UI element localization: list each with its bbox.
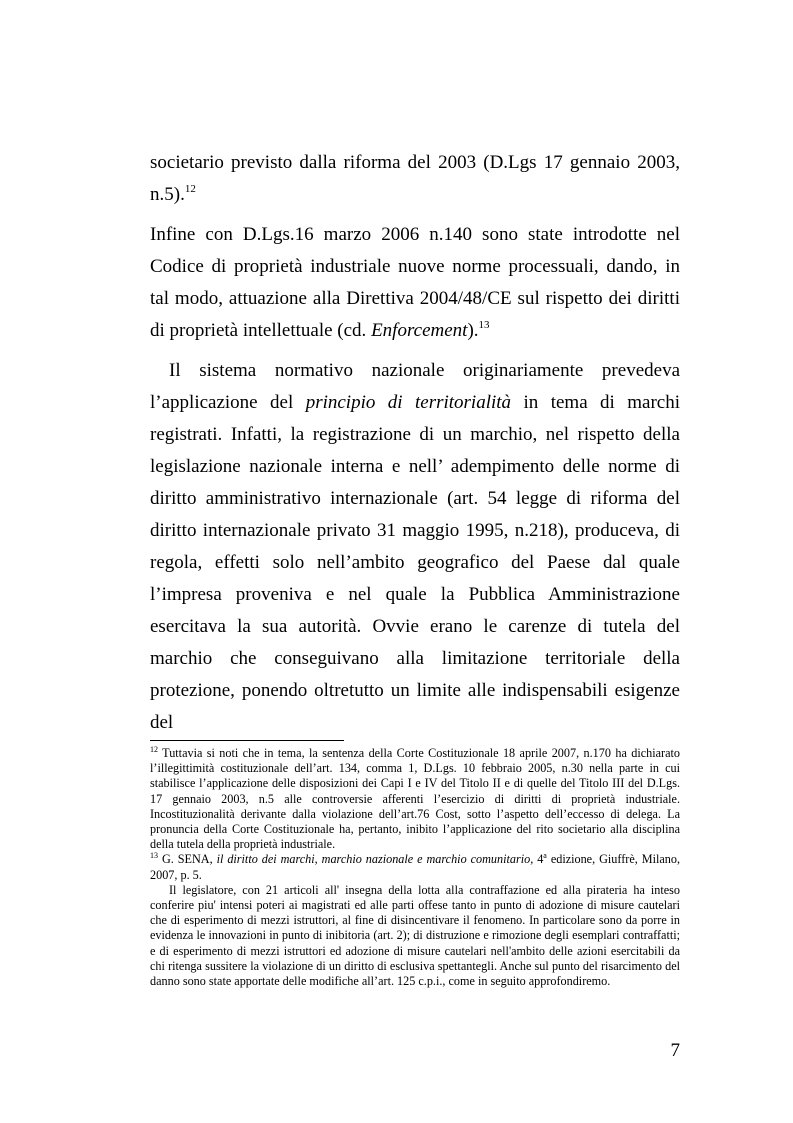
paragraph-2-text: Infine con D.Lgs.16 marzo 2006 n.140 sono state introdotte nel Codice di proprietà industriale nuove norme processuali, dando, in tal modo, attuazione alla Direttiva 2004/48/CE sul rispetto dei diritti di proprietà intellettuale (cd. [150,224,680,341]
paragraph-3-text: Il sistema normativo nazionale originariamente prevedeva l’applicazione del [150,360,680,413]
paragraph-2 [150,219,680,347]
footnotes [150,746,680,989]
paragraph-3-text-end: in tema di marchi registrati. Infatti, la registrazione di un marchio, nel rispetto della legislazione nazionale interna e nell’ adempimento delle norme di diritto amministrativo internazionale (art. 54 legge di riforma del diritto internazionale privato 31 maggio 1995, n.218), produceva, di regola, effetti solo nell’ambito geografico del Paese dal quale l’impresa proveniva e nel quale la Pubblica Amministrazione esercitava la sua autorità. Ovvie erano le carenze di tutela del marchio che conseguivano alla limitazione territoriale della protezione, ponendo oltretutto un limite alle indispensabili esigenze del [150,392,681,733]
footnote-13-number: 13 [150,851,158,861]
footnote-12 [150,746,680,852]
paragraph-1 [150,147,680,211]
footnote-ref-13[interactable]: 13 [478,319,490,331]
footnote-ref-12[interactable]: 12 [184,183,196,195]
footnote-separator [150,740,344,741]
footnote-13-edition: 4 [533,852,544,867]
footnote-12-text: Tuttavia si noti che in tema, la sentenza della Corte Costituzionale 18 aprile 2007, n.170 ha dichiarato l’illegittimità costituzionale dell’art. 134, comma 1, D.Lgs. 10 febbraio 2005, n.30 nella parte in cui stabilisce l’applicazione delle disposizioni dei Capi I e IV del Titolo II e di quelle del Titolo III del D.Lgs. 17 gennaio 2003, n.5 alle controversie afferenti l’esercizio di diritti di proprietà industriale. Incostituzionalità derivante dalla violazione dell’art.76 Cost, sotto l’aspetto dell’eccesso di delega. La pronuncia della Corte Costituzionale ha, pertanto, inibito l’applicazione del rito societario alla disciplina della tutela della proprietà industriale. [150,746,680,852]
footnote-13-author: G. SENA, [158,852,217,867]
footnote-13-continued: Il legislatore, con 21 articoli all' insegna della lotta alla contraffazione ed alla pirateria ha inteso conferire piu' intensi poteri ai magistrati ed alle parti offese tanto in punto di adozione di misure cautelari che di esperimento di mezzi istruttori, al fine di disincentivare il fenomeno. In particolare sono da porre in evidenza le innovazioni in punto di inibitoria (art. 2); di distruzione e rimozione degli esemplari contraffatti; e di esperimento di mezzi istruttori ed adozione di misure cautelari nell'ambito delle azioni esercitabili da chi ritenga sussitere la violazione di un diritto di esclusiva spettantegli. Anche sul punto del risarcimento del danno sono state apportate delle modifiche all’art. 125 c.p.i., come in seguito approfondiremo. [150,882,680,989]
paragraph-3 [150,355,680,739]
paragraph-2-text-end: ). [467,320,479,341]
footnote-12-number: 12 [150,745,158,754]
territoriality-principle-term: principio di territorialità [305,392,512,413]
footnote-13-title: il diritto dei marchi, marchio nazionale e marchio comunitario, [216,852,534,867]
footnote-13-rest: edizione, Giuffrè, Milano, 2007, p. 5. [150,852,680,882]
page-number: 7 [670,1040,680,1061]
enforcement-term: Enforcement [371,320,468,341]
footnote-13 [150,852,680,882]
footnote-13-edition-sup: a [543,851,547,861]
paragraph-1-text: societario previsto dalla riforma del 2003 (D.Lgs 17 gennaio 2003, n.5). [150,152,680,205]
